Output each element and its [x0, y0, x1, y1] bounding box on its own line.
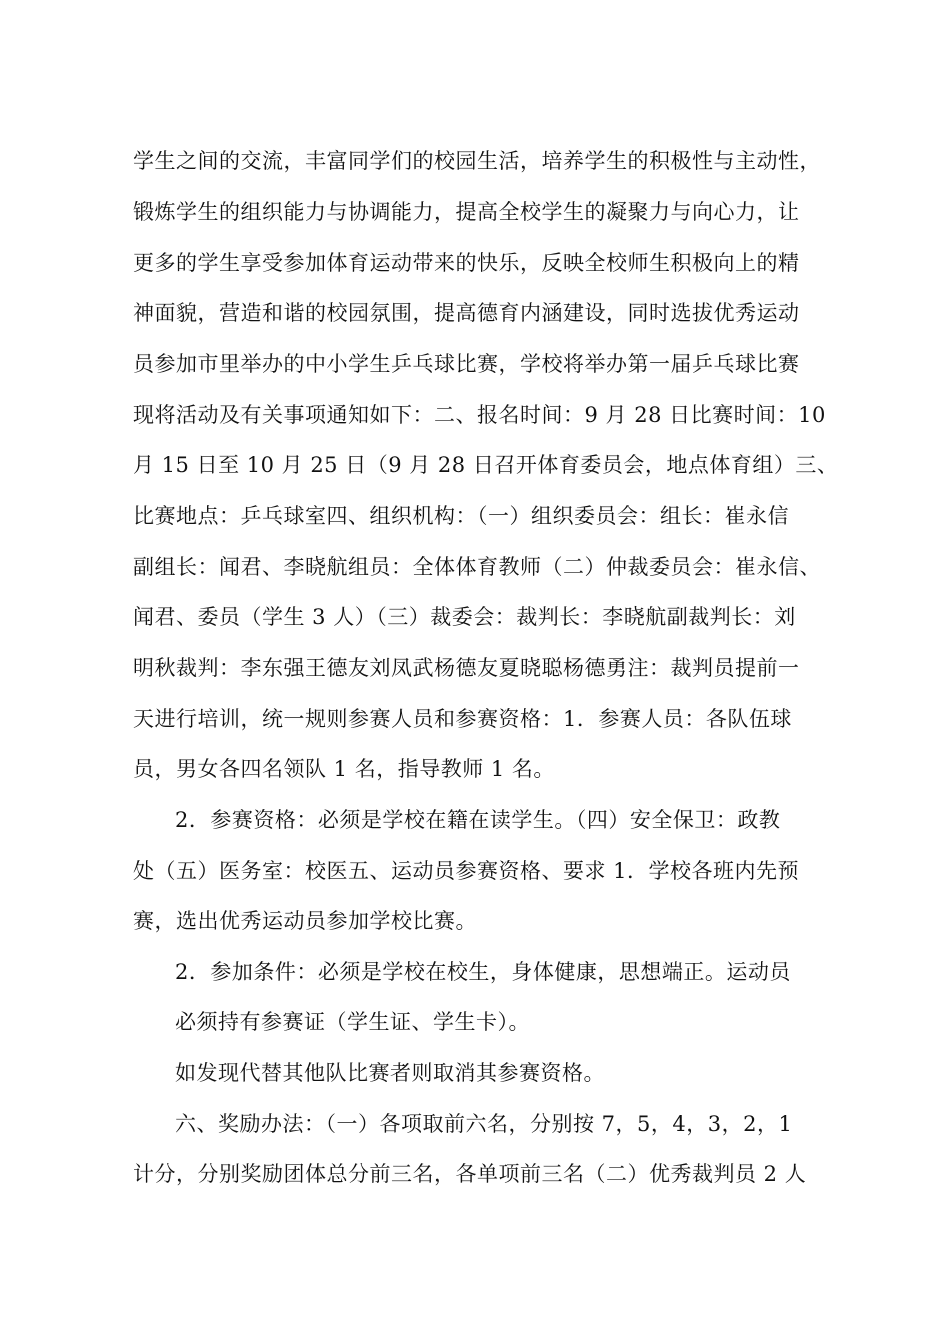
text-line: 闻君、委员（学生 3 人）（三）裁委会：裁判长：李晓航副裁判长：刘: [133, 605, 796, 629]
text-line: 月 15 日至 10 月 25 日（9 月 28 日召开体育委员会，地点体育组）三、: [133, 453, 839, 477]
text-line: 明秋裁判：李东强王德友刘凤武杨德友夏晓聪杨德勇注：裁判员提前一: [133, 656, 800, 680]
text-line: 神面貌，营造和谐的校园氛围，提高德育内涵建设，同时选拔优秀运动: [133, 301, 800, 325]
text-line: 副组长：闻君、李晓航组员：全体体育教师（二）仲裁委员会：崔永信、: [133, 555, 821, 579]
text-line: 必须持有参赛证（学生证、学生卡）。: [175, 1010, 530, 1034]
text-line: 赛，选出优秀运动员参加学校比赛。: [133, 909, 477, 933]
text-line: 更多的学生享受参加体育运动带来的快乐，反映全校师生积极向上的精: [133, 251, 800, 275]
text-line: 现将活动及有关事项通知如下：二、报名时间：9 月 28 日比赛时间：10: [133, 403, 826, 427]
text-line: 处（五）医务室：校医五、运动员参赛资格、要求 1．学校各班内先预: [133, 859, 800, 883]
text-line: 员，男女各四名领队 1 名，指导教师 1 名。: [133, 757, 555, 781]
text-line: 员参加市里举办的中小学生乒乓球比赛，学校将举办第一届乒乓球比赛: [133, 352, 800, 376]
text-line: 比赛地点：乒乓球室四、组织机构：（一）组织委员会：组长：崔永信: [133, 504, 789, 528]
text-line: 天进行培训，统一规则参赛人员和参赛资格：1．参赛人员：各队伍球: [133, 707, 792, 731]
text-line: 学生之间的交流，丰富同学们的校园生活，培养学生的积极性与主动性，: [133, 149, 821, 173]
text-line: 锻炼学生的组织能力与协调能力，提高全校学生的凝聚力与向心力，让: [133, 200, 800, 224]
text-line: 2．参加条件：必须是学校在校生，身体健康，思想端正。运动员: [175, 960, 791, 984]
text-line: 如发现代替其他队比赛者则取消其参赛资格。: [175, 1061, 605, 1085]
text-line: 2．参赛资格：必须是学校在籍在读学生。（四）安全保卫：政教: [175, 808, 781, 832]
text-line: 六、奖励办法：（一）各项取前六名，分别按 7，5，4，3，2，1: [175, 1112, 793, 1136]
text-line: 计分，分别奖励团体总分前三名，各单项前三名（二）优秀裁判员 2 人: [133, 1162, 807, 1186]
